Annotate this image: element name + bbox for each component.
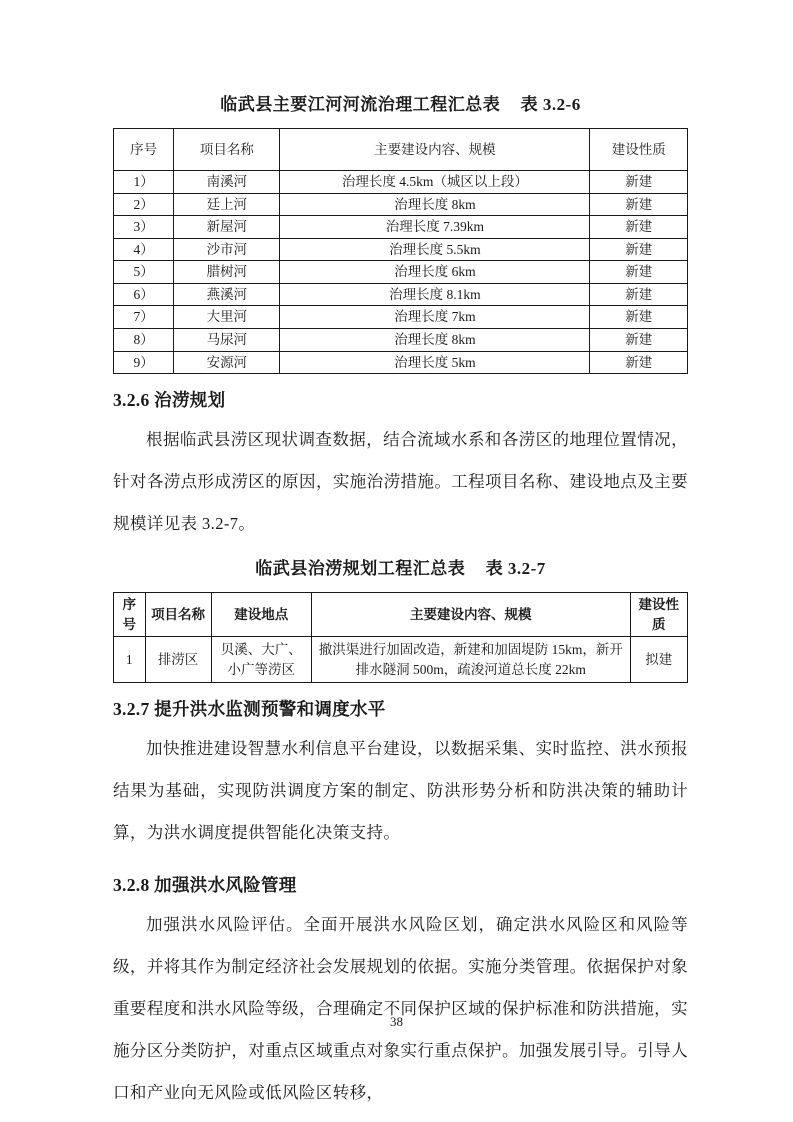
table-cell: 新建 <box>590 216 688 239</box>
table-cell: 2） <box>114 193 174 216</box>
table1-ref: 表 3.2-6 <box>520 95 581 114</box>
table-cell: 大里河 <box>174 306 280 329</box>
section-heading-3-2-6: 3.2.6 治涝规划 <box>113 390 226 411</box>
table-cell: 治理长度 8km <box>280 193 590 216</box>
table2-ref: 表 3.2-7 <box>485 559 546 579</box>
table-row <box>114 637 688 683</box>
table-row <box>114 328 688 351</box>
col-header-project-name: 项目名称 <box>145 593 211 637</box>
table-cell: 治理长度 5km <box>280 351 590 374</box>
table-row <box>114 306 688 329</box>
table-row <box>114 171 688 194</box>
table-cell: 7） <box>114 306 174 329</box>
table-cell: 治理长度 5.5km <box>280 238 590 261</box>
section-3-2-7-paragraph: 加快推进建设智慧水利信息平台建设，以数据采集、实时监控、洪水预报结果为基础，实现防洪调度方案的制定、防洪形势分析和防洪决策的辅助计算，为洪水调度提供智能化决策支持。 <box>113 739 688 843</box>
table-cell: 治理长度 7.39km <box>280 216 590 239</box>
table-cell: 南溪河 <box>174 171 280 194</box>
table-cell: 腊树河 <box>174 261 280 284</box>
section-3-2-8-paragraph: 加强洪水风险评估。全面开展洪水风险区划，确定洪水风险区和风险等级，并将其作为制定经济社会发展规划的依据。实施分类管理。依据保护对象重要程度和洪水风险等级，合理确定不同保护区域的保护标准和防洪措施，实施分区分类防护，对重点区域重点对象实行重点保护。加强发展引导。引导人口和产业向无风险或低风险区转移， <box>113 915 688 1103</box>
table-cell: 新建 <box>590 261 688 284</box>
col-header-seq: 序号 <box>114 129 174 171</box>
table-cell: 撤洪渠进行加固改造，新建和加固堤防 15km，新开排水隧洞 500m，疏浚河道总长度 22km <box>312 637 631 683</box>
table-row <box>114 193 688 216</box>
table-cell: 治理长度 7km <box>280 306 590 329</box>
rivers-treatment-table <box>113 128 688 374</box>
table-cell: 4） <box>114 238 174 261</box>
col-header-seq: 序号 <box>114 593 146 637</box>
table-cell: 马尿河 <box>174 328 280 351</box>
table-cell: 治理长度 8km <box>280 328 590 351</box>
table-cell: 1） <box>114 171 174 194</box>
table-cell: 贝溪、大广、小广等涝区 <box>211 637 311 683</box>
table-cell: 排涝区 <box>145 637 211 683</box>
table-cell: 1 <box>114 637 146 683</box>
table-row <box>114 261 688 284</box>
table-cell: 新建 <box>590 283 688 306</box>
table-header-row <box>114 593 688 637</box>
table-header-row <box>114 129 688 171</box>
table-row <box>114 216 688 239</box>
table-cell: 3） <box>114 216 174 239</box>
table-cell: 9） <box>114 351 174 374</box>
table-cell: 5） <box>114 261 174 284</box>
table-cell: 新屋河 <box>174 216 280 239</box>
section-3-2-6-paragraph: 根据临武县涝区现状调查数据，结合流域水系和各涝区的地理位置情况，针对各涝点形成涝区的原因，实施治涝措施。工程项目名称、建设地点及主要规模详见表 3.2-7。 <box>113 430 688 534</box>
table-cell: 治理长度 8.1km <box>280 283 590 306</box>
col-header-nature: 建设性质 <box>630 593 687 637</box>
table-cell: 治理长度 6km <box>280 261 590 284</box>
table-row <box>114 238 688 261</box>
table-cell: 安源河 <box>174 351 280 374</box>
table-cell: 燕溪河 <box>174 283 280 306</box>
table-cell: 沙市河 <box>174 238 280 261</box>
section-heading-3-2-7: 3.2.7 提升洪水监测预警和调度水平 <box>113 699 386 720</box>
col-header-content-scale: 主要建设内容、规模 <box>280 129 590 171</box>
table1-title-text: 临武县主要江河河流治理工程汇总表 <box>220 95 501 114</box>
table-cell: 新建 <box>590 351 688 374</box>
waterlogging-control-table <box>113 592 688 683</box>
table-cell: 廷上河 <box>174 193 280 216</box>
table-row <box>114 351 688 374</box>
section-heading-3-2-8: 3.2.8 加强洪水风险管理 <box>113 875 297 896</box>
col-header-project-name: 项目名称 <box>174 129 280 171</box>
table-cell: 新建 <box>590 328 688 351</box>
table-cell: 新建 <box>590 238 688 261</box>
col-header-location: 建设地点 <box>211 593 311 637</box>
table-cell: 拟建 <box>630 637 687 683</box>
table-cell: 新建 <box>590 306 688 329</box>
table-cell: 6） <box>114 283 174 306</box>
page-number: 38 <box>390 1014 403 1029</box>
table-cell: 治理长度 4.5km（城区以上段） <box>280 171 590 194</box>
table1-title <box>113 90 688 115</box>
col-header-nature: 建设性质 <box>590 129 688 171</box>
table2-title <box>113 554 688 579</box>
table2-title-text: 临武县治涝规划工程汇总表 <box>255 559 466 579</box>
table-row <box>114 283 688 306</box>
table-cell: 8） <box>114 328 174 351</box>
table-cell: 新建 <box>590 171 688 194</box>
table-cell: 新建 <box>590 193 688 216</box>
col-header-content-scale: 主要建设内容、规模 <box>312 593 631 637</box>
